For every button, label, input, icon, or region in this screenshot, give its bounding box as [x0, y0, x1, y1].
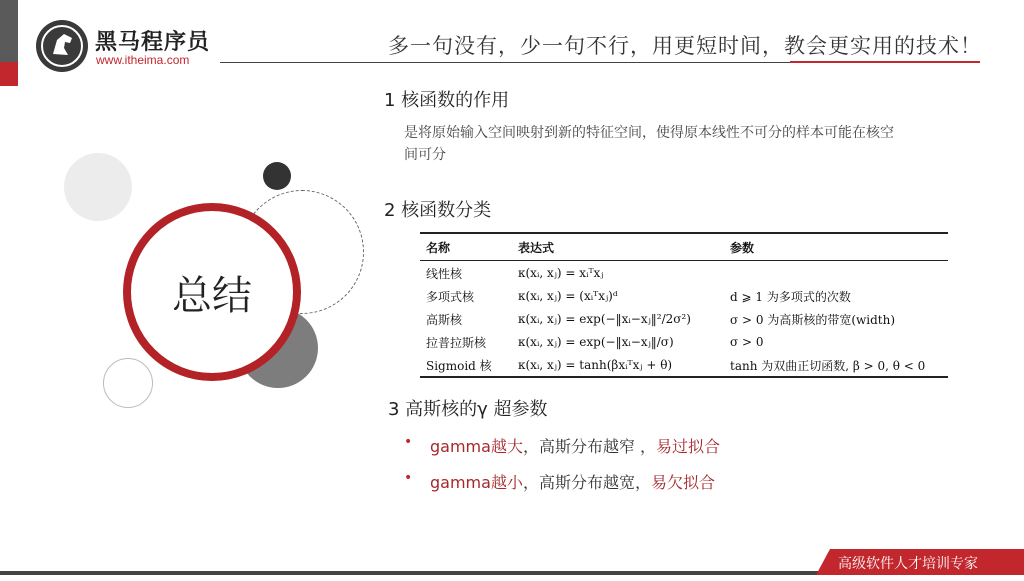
table-cell: κ(xᵢ, xⱼ) = tanh(βxᵢᵀxⱼ + θ) — [512, 353, 724, 377]
distribution-text: ，高斯分布越窄 ， — [522, 437, 657, 456]
gamma-term: gamma越大 — [430, 437, 523, 456]
gamma-term: gamma越小 — [430, 473, 523, 492]
header-divider-accent — [790, 61, 980, 63]
table-cell: tanh 为双曲正切函数, β > 0, θ < 0 — [724, 353, 948, 377]
footer-tagline: 高级软件人才培训专家 — [838, 556, 978, 572]
kernel-table — [420, 232, 948, 378]
fit-result: 易过拟合 — [656, 437, 721, 456]
summary-title: 总结 — [172, 272, 252, 319]
horse-head-icon — [40, 24, 84, 68]
table-row — [420, 330, 948, 353]
slogan: 多一句没有，少一句不行，用更短时间，教会更实用的技术！ — [388, 34, 982, 58]
table-cell: κ(xᵢ, xⱼ) = (xᵢᵀxⱼ)ᵈ — [518, 289, 618, 303]
brand-url: www.itheima.com — [96, 53, 190, 67]
horse-logo-icon — [36, 20, 88, 72]
table-row — [420, 307, 948, 330]
table-cell: 拉普拉斯核 — [426, 335, 487, 350]
table-cell: κ(xᵢ, xⱼ) = exp(−‖xᵢ−xⱼ‖/σ) — [518, 335, 674, 349]
section-heading-2: 2 核函数分类 — [384, 200, 492, 221]
table-header-cell: 表达式 — [512, 233, 724, 261]
left-accent-bar — [0, 0, 18, 86]
brand-name: 黑马程序员 — [95, 30, 211, 55]
bullet-dot-icon: • — [404, 470, 413, 486]
fit-result: 易欠拟合 — [650, 473, 715, 492]
table-cell — [724, 261, 948, 285]
table-cell: 高斯核 — [426, 312, 463, 327]
section-1-text: 是将原始输入空间映射到新的特征空间，使得原本线性不可分的样本可能在核空间可分 — [404, 125, 894, 163]
list-item — [404, 470, 720, 506]
table-cell: κ(xᵢ, xⱼ) = xᵢᵀxⱼ — [518, 266, 604, 280]
bullet-dot-icon: • — [404, 434, 413, 450]
gamma-bullet-list — [404, 434, 720, 506]
table-cell: κ(xᵢ, xⱼ) = exp(−‖xᵢ−xⱼ‖²/2σ²) — [518, 312, 691, 326]
table-header-cell: 参数 — [724, 233, 948, 261]
section-heading-1: 1 核函数的作用 — [384, 90, 510, 111]
table-row — [420, 261, 948, 285]
decor-circle-dark — [263, 162, 291, 190]
table-row — [420, 284, 948, 307]
left-bar-dark — [0, 0, 18, 62]
table-row — [420, 353, 948, 377]
table-header-row — [420, 233, 948, 261]
table-cell: σ > 0 — [730, 335, 764, 349]
table-cell: 线性核 — [426, 266, 463, 281]
table-cell: d ⩾ 1 为多项式的次数 — [730, 289, 851, 304]
section-heading-3: 3 高斯核的γ 超参数 — [388, 399, 548, 420]
table-cell: Sigmoid 核 — [420, 353, 512, 377]
distribution-text: ，高斯分布越宽， — [522, 473, 651, 492]
table-cell: 多项式核 — [426, 289, 475, 304]
table-header-cell: 名称 — [420, 233, 512, 261]
table-cell: σ > 0 为高斯核的带宽(width) — [730, 312, 896, 327]
left-bar-red — [0, 62, 18, 86]
list-item — [404, 434, 720, 470]
decor-circle-light — [64, 153, 132, 221]
